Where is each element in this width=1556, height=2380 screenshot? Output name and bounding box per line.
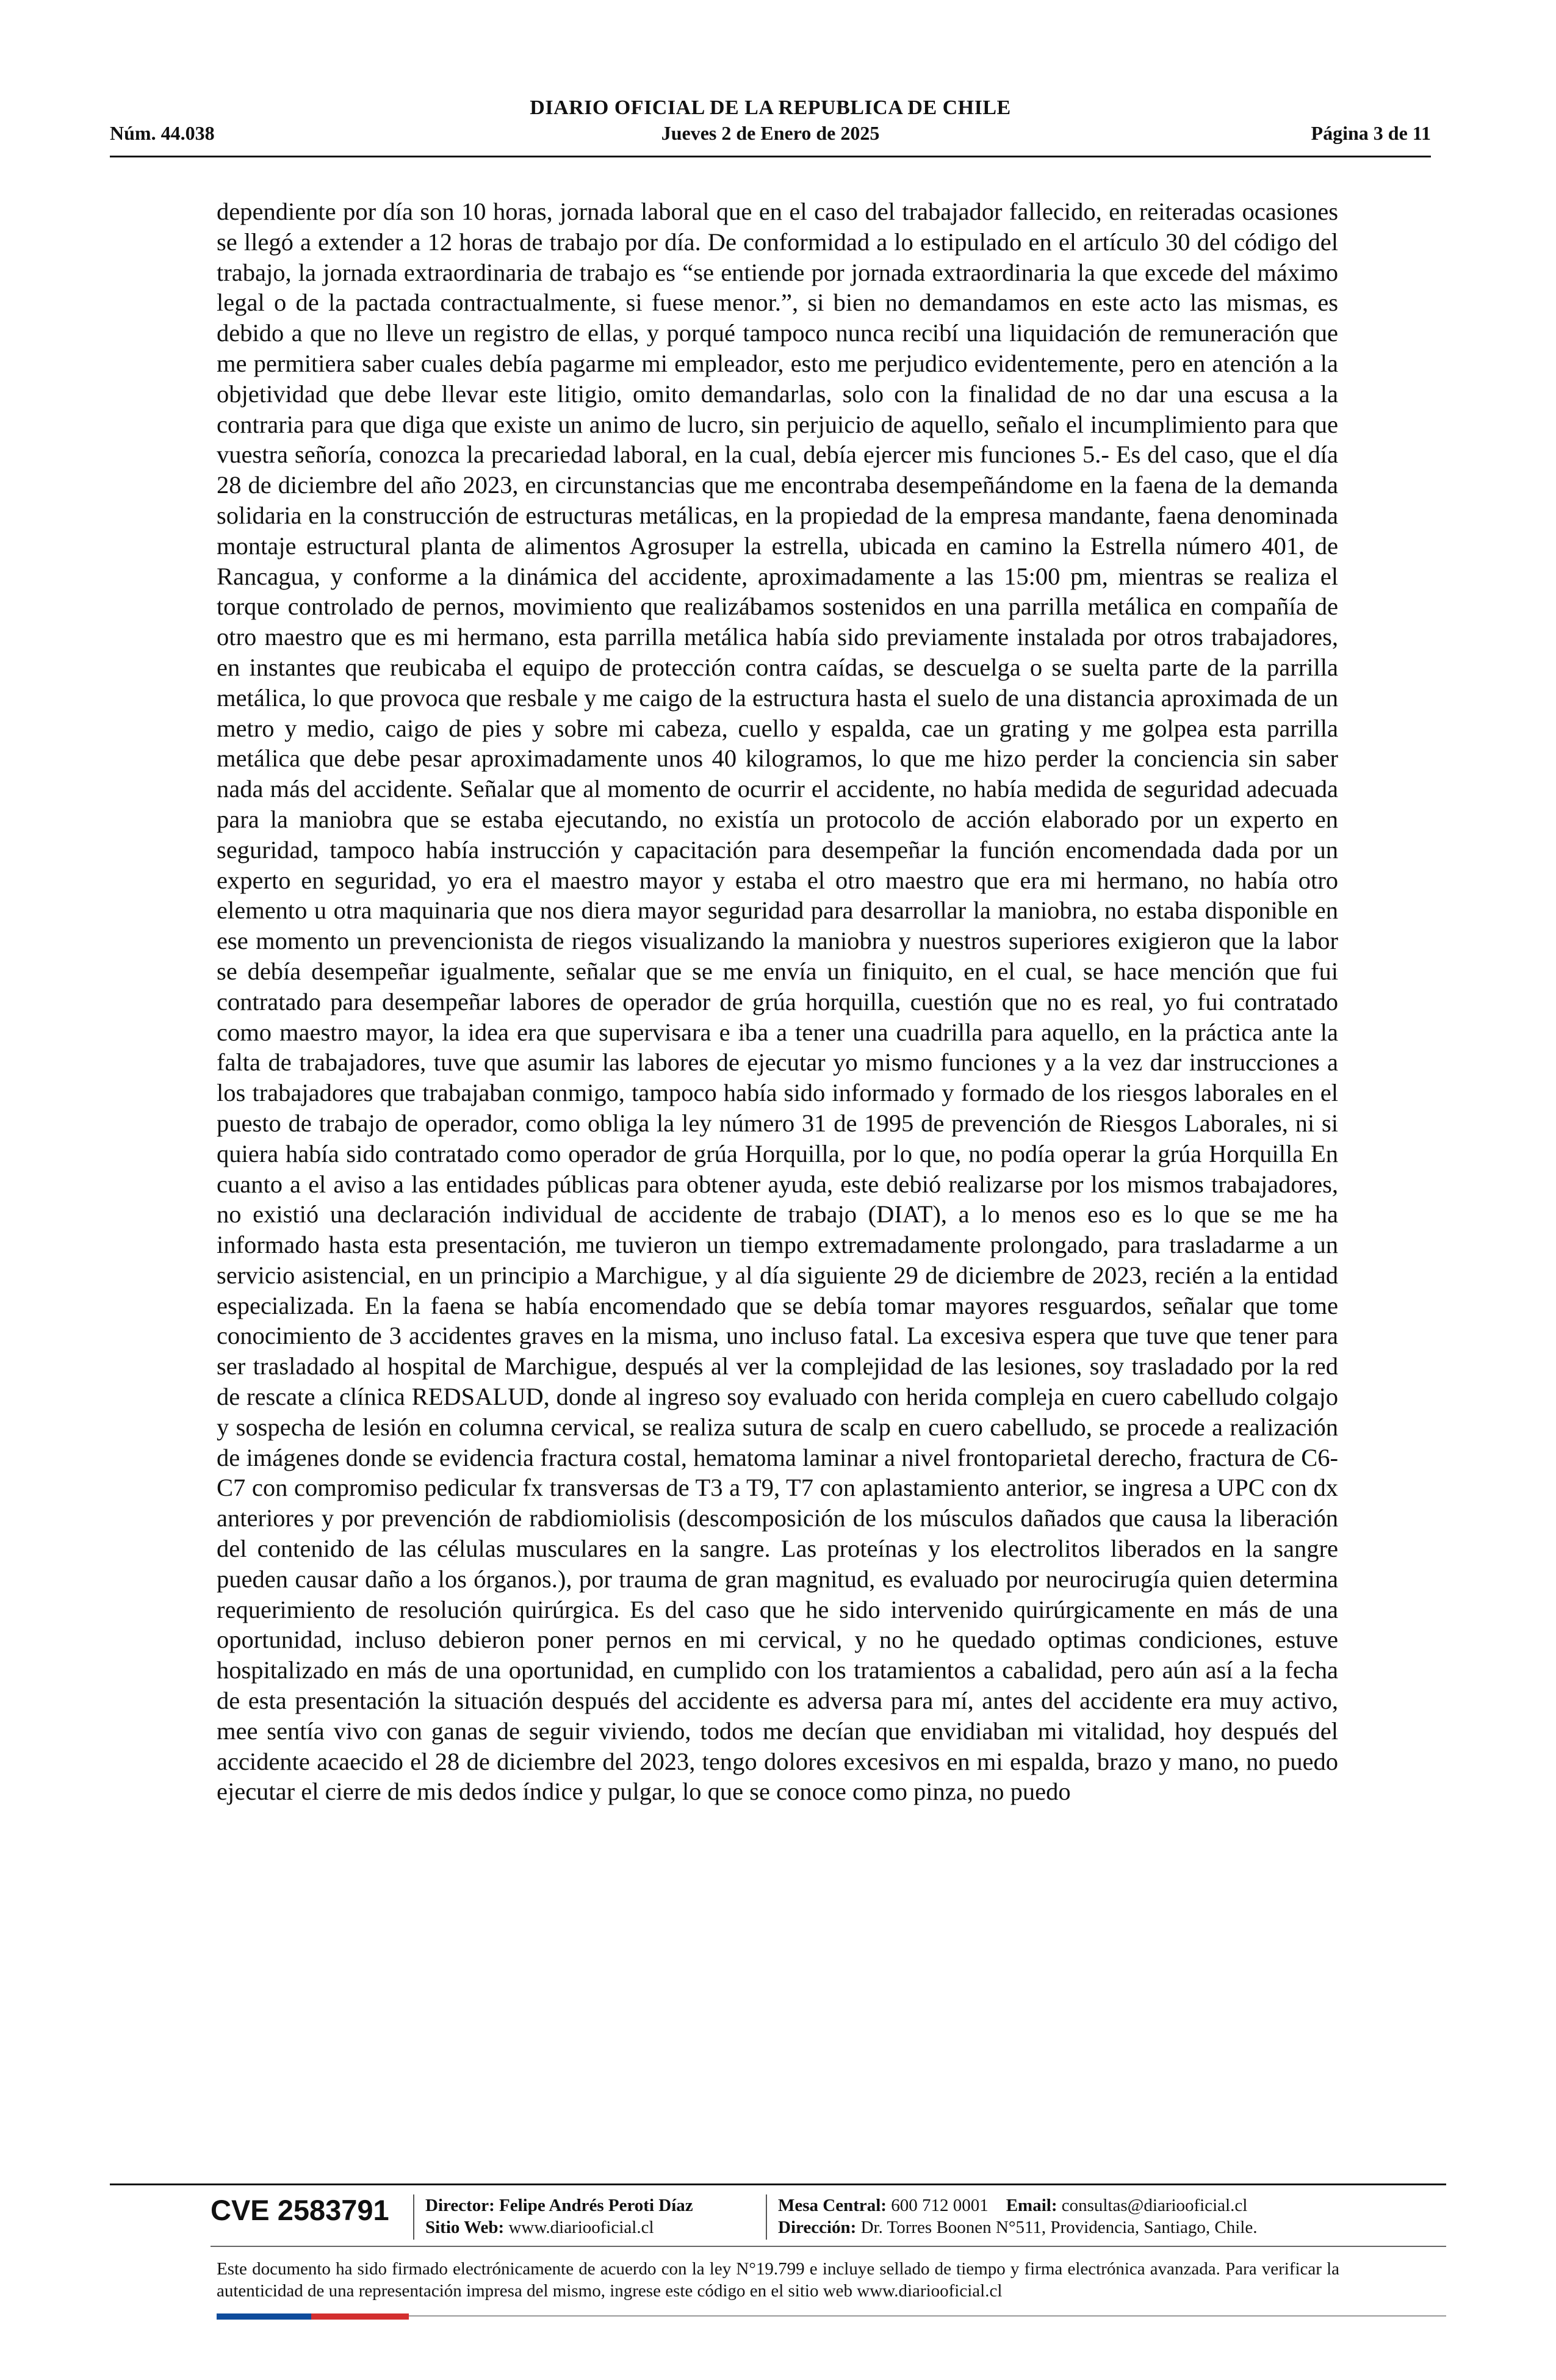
- director-label: Director:: [425, 2196, 495, 2215]
- document-body: [217, 197, 1338, 2131]
- footer-director-block: [425, 2194, 693, 2238]
- newspaper-title: DIARIO OFICIAL DE LA REPUBLICA DE CHILE: [530, 96, 1011, 119]
- body-paragraph: dependiente por día son 10 horas, jornada laboral que en el caso del trabajador fallecido, en reiteradas ocasiones se llegó a extender a 12 horas de trabajo por día. De conformidad a lo estipulado en el artículo 30 del código del trabajo, la jornada extraordinaria de trabajo es “se entiende por jornada extraordinaria la que excede del máximo legal o de la pactada contractualmente, si fuese menor.”, si bien no demandamos en este acto las mismas, es debido a que no lleve un registro de ellas, y porqué tampoco nunca recibí una liquidación de remuneración que me permitiera saber cuales debía pagarme mi empleador, esto me perjudico evidentemente, pero en atención a la objetividad que debe llevar este litigio, omito demandarlas, solo con la finalidad de no dar una escusa a la contraria para que diga que existe un animo de lucro, sin perjuicio de aquello, señalo el incumplimiento para que vuestra señoría, conozca la precariedad laboral, en la cual, debía ejercer mis funciones 5.- Es del caso, que el día 28 de diciembre del año 2023, en circunstancias que me encontraba desempeñándome en la faena de la demanda solidaria en la construcción de estructuras metálicas, en la propiedad de la empresa mandante, faena denominada montaje estructural planta de alimentos Agrosuper la estrella, ubicada en camino la Estrella número 401, de Rancagua, y conforme a la dinámica del accidente, aproximadamente a las 15:00 pm, mientras se realiza el torque controlado de pernos, movimiento que realizábamos sostenidos en una parrilla metálica en compañía de otro maestro que es mi hermano, esta parrilla metálica había sido previamente instalada por otros trabajadores, en instantes que reubicaba el equipo de protección contra caídas, se descuelga o se suelta parte de la parrilla metálica, lo que provoca que resbale y me caigo de la estructura hasta el suelo de una distancia aproximada de un metro y medio, caigo de pies y sobre mi cabeza, cuello y espalda, cae un grating y me golpea esta parrilla metálica que debe pesar aproximadamente unos 40 kilogramos, lo que me hizo perder la conciencia sin saber nada más del accidente. Señalar que al momento de ocurrir el accidente, no había medida de seguridad adecuada para la maniobra que se estaba ejecutando, no existía un protocolo de acción elaborado por un experto en seguridad, tampoco había instrucción y capacitación para desempeñar la función encomendada dada por un experto en seguridad, yo era el maestro mayor y estaba el otro maestro que era mi hermano, no había otro elemento u otra maquinaria que nos diera mayor seguridad para desarrollar la maniobra, no estaba disponible en ese momento un prevencionista de riegos visualizando la maniobra y nuestros superiores exigieron que la labor se debía desempeñar igualmente, señalar que se me envía un finiquito, en el cual, se hace mención que fui contratado para desempeñar labores de operador de grúa horquilla, cuestión que no es real, yo fui contratado como maestro mayor, la idea era que supervisara e iba a tener una cuadrilla para aquello, en la práctica ante la falta de trabajadores, tuve que asumir las labores de ejecutar yo mismo funciones y a la vez dar instrucciones a los trabajadores que trabajaban conmigo, tampoco había sido informado y formado de los riesgos laborales en el puesto de trabajo de operador, como obliga la ley número 31 de 1995 de prevención de Riesgos Laborales, ni si quiera había sido contratado como operador de grúa Horquilla, por lo que, no podía operar la grúa Horquilla En cuanto a el aviso a las entidades públicas para obtener ayuda, este debió realizarse por los mismos trabajadores, no existió una declaración individual de accidente de trabajo (DIAT), a lo menos eso es lo que se me ha informado hasta esta presentación, me tuvieron un tiempo extremadamente prolongado, para trasladarme a un servicio asistencial, en un principio a Marchigue, y al día siguiente 29 de diciembre de 2023, recién a la entidad especializada. En la faena se había encomendado que se debía tomar mayores resguardos, señalar que tome conocimiento de 3 accidentes graves en la misma, uno incluso fatal. La excesiva espera que tuve que tener para ser trasladado al hospital de Marchigue, después al ver la complejidad de las lesiones, soy trasladado por la red de rescate a clínica REDSALUD, donde al ingreso soy evaluado con herida compleja en cuero cabelludo colgajo y sospecha de lesión en columna cervical, se realiza sutura de scalp en cuero cabelludo, se procede a realización de imágenes donde se evidencia fractura costal, hematoma laminar a nivel frontoparietal derecho, fractura de C6-C7 con compromiso pedicular fx transversas de T3 a T9, T7 con aplastamiento anterior, se ingresa a UPC con dx anteriores y por prevención de rabdiomiolisis (descomposición de los músculos dañados que causa la liberación del contenido de las células musculares en la sangre. Las proteínas y los electrolitos liberados en la sangre pueden causar daño a los órganos.), por trauma de gran magnitud, es evaluado por neurocirugía quien determina requerimiento de resolución quirúrgica. Es del caso que he sido intervenido quirúrgicamente en más de una oportunidad, incluso debieron poner pernos en mi cervical, y no he quedado optimas condiciones, estuve hospitalizado en más de una oportunidad, en cumplido con los tratamientos a cabalidad, pero aún así a la fecha de esta presentación la situación después del accidente es adversa para mí, antes del accidente era muy activo, mee sentía vivo con ganas de seguir viviendo, todos me decían que envidiaban mi vitalidad, hoy después del accidente acaecido el 28 de diciembre del 2023, tengo dolores excesivos en mi espalda, brazo y mano, no puedo ejecutar el cierre de mis dedos índice y pulgar, lo que se conoce como pinza, no puedo: [217, 198, 1338, 1806]
- cve-code: CVE 2583791: [211, 2194, 389, 2226]
- chile-flag-strip: [217, 2313, 409, 2320]
- footer-separator: [766, 2194, 767, 2240]
- website-line: [425, 2216, 693, 2238]
- flag-blue-segment: [217, 2313, 311, 2320]
- phone-label: Mesa Central:: [778, 2196, 887, 2215]
- email-label: Email:: [1006, 2196, 1057, 2215]
- footer-divider-mid: [211, 2246, 1446, 2247]
- page-number: Página 3 de 11: [1311, 122, 1431, 144]
- address-label: Dirección:: [778, 2218, 857, 2237]
- website-label: Sitio Web:: [425, 2218, 505, 2237]
- footer-divider-bottom: [409, 2315, 1446, 2317]
- page-header: [110, 92, 1431, 159]
- director-line: [425, 2194, 693, 2216]
- issue-number: Núm. 44.038: [110, 122, 215, 144]
- website-link[interactable]: www.diariooficial.cl: [508, 2218, 654, 2237]
- signature-notice: Este documento ha sido firmado electrónicamente de acuerdo con la ley N°19.799 e incluye sellado de tiempo y firma electrónica avanzada. Para verificar la autenticidad de una representación impresa del mismo, ingrese este código en el sitio web www.diariooficial.cl: [217, 2259, 1339, 2301]
- footer-contact-block: [778, 2194, 1257, 2238]
- phone-number: 600 712 0001: [891, 2196, 989, 2215]
- address-line: [778, 2216, 1257, 2238]
- director-name: Felipe Andrés Peroti Díaz: [499, 2196, 693, 2215]
- contact-line: [778, 2194, 1257, 2216]
- email-link[interactable]: consultas@diariooficial.cl: [1061, 2196, 1248, 2215]
- issue-date: Jueves 2 de Enero de 2025: [661, 122, 880, 144]
- address-text: Dr. Torres Boonen N°511, Providencia, Santiago, Chile.: [860, 2218, 1258, 2237]
- flag-red-segment: [311, 2313, 409, 2320]
- header-divider: [110, 156, 1431, 157]
- footer-divider-top: [110, 2183, 1446, 2185]
- footer-separator: [413, 2194, 414, 2240]
